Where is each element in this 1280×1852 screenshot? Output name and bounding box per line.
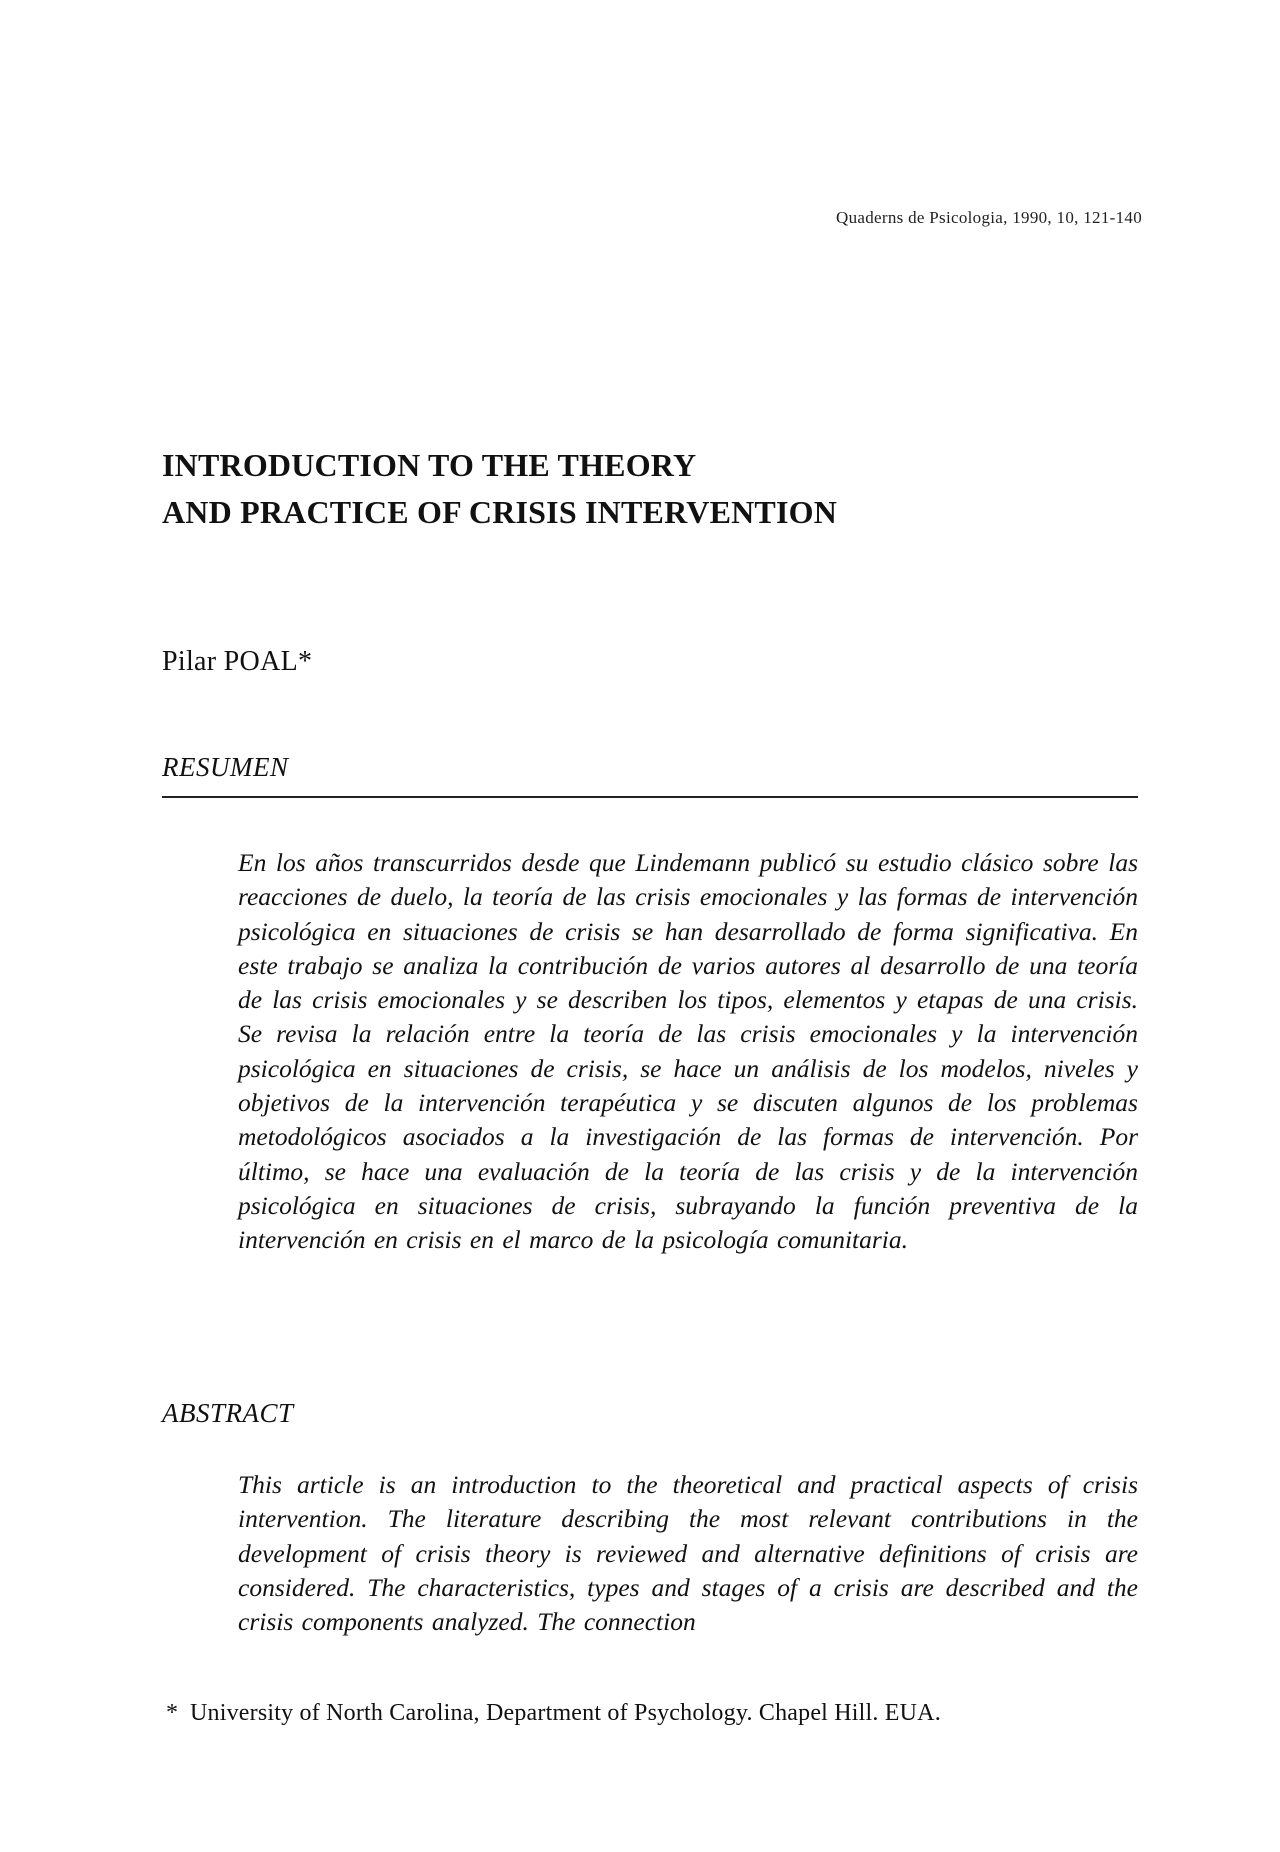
abstract-heading: ABSTRACT bbox=[162, 1398, 294, 1428]
article-title-line-1: INTRODUCTION TO THE THEORY bbox=[162, 447, 697, 483]
article-title-line-2: AND PRACTICE OF CRISIS INTERVENTION bbox=[162, 494, 838, 530]
footnote-text: University of North Carolina, Department of Psychology. Chapel Hill. EUA. bbox=[190, 1700, 941, 1726]
section-divider bbox=[162, 796, 1138, 798]
resumen-text: En los años transcurridos desde que Lindemann publicó su estudio clásico sobre las reacciones de duelo, la teoría de las crisis emocionales y las formas de intervención psicológica en situaciones de crisis se han desarrollado de forma significativa. En este trabajo se analiza la contribución de varios autores al desarrollo de una teoría de las crisis emocionales y se describen los tipos, elementos y etapas de una crisis. Se revisa la relación entre la teoría de las crisis emocionales y la intervención psicológica en situaciones de crisis, se hace un análisis de los modelos, niveles y objetivos de la intervención terapéutica y se discuten algunos de los problemas metodológicos asociados a la investigación de las formas de intervención. Por último, se hace una evaluación de la teoría de las crisis y de la intervención psicológica en situaciones de crisis, subrayando la función preventiva de la intervención en crisis en el marco de la psicología comunitaria. bbox=[238, 848, 1138, 1255]
author-name: Pilar POAL* bbox=[162, 646, 313, 677]
journal-reference: Quaderns de Psicologia, 1990, 10, 121-140 bbox=[836, 208, 1142, 227]
article-title bbox=[162, 442, 837, 536]
resumen-heading: RESUMEN bbox=[162, 752, 289, 782]
abstract-text: This article is an introduction to the theoretical and practical aspects of crisis intervention. The literature describing the most relevant contributions in the development of crisis theory is reviewed and alternative definitions of crisis are considered. The characteristics, types and stages of a crisis are described and the crisis components analyzed. The connection bbox=[238, 1470, 1138, 1637]
footnote bbox=[166, 1700, 941, 1727]
footnote-marker: * bbox=[166, 1700, 179, 1726]
